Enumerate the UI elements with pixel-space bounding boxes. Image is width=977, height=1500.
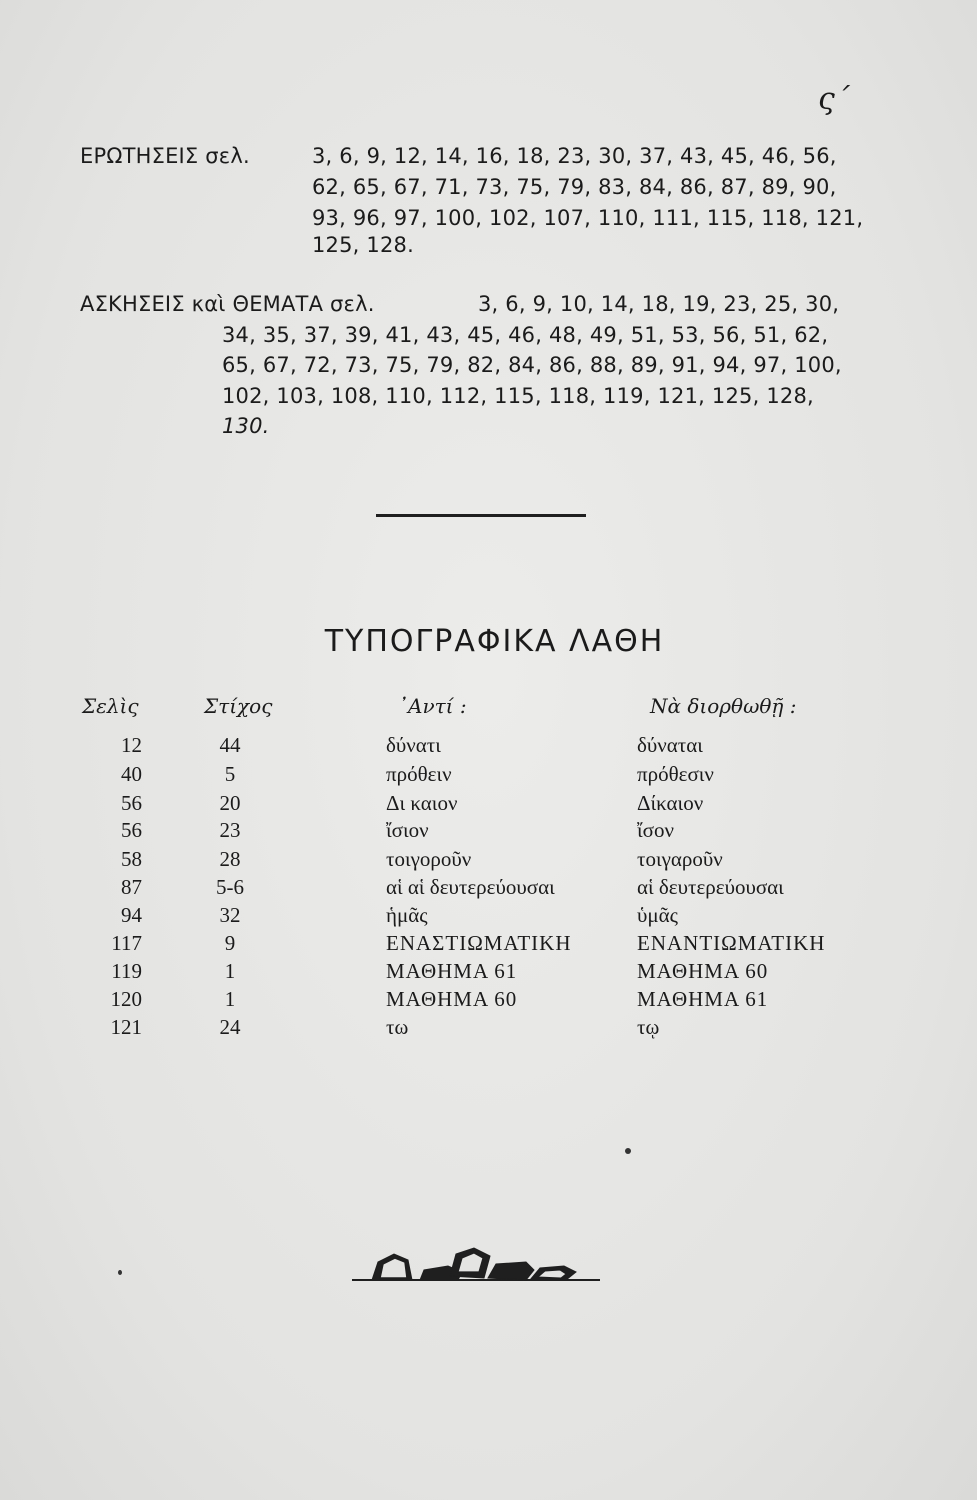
row-wrong: ΕΝΑΣΤΙΩΜΑΤΙΚΗ bbox=[386, 931, 572, 955]
page-number: ς΄ bbox=[818, 82, 850, 117]
header-correct: Νὰ διορθωθῇ : bbox=[650, 694, 797, 718]
row-wrong: ΜΑΘΗΜΑ 60 bbox=[386, 987, 518, 1011]
exercises-line: 102, 103, 108, 110, 112, 115, 118, 119, 121, 125, 128, bbox=[222, 384, 814, 408]
row-line: 44 bbox=[219, 733, 241, 757]
questions-line: 3, 6, 9, 12, 14, 16, 18, 23, 30, 37, 43, 45, 46, 56, bbox=[312, 144, 837, 168]
row-page: 56 bbox=[121, 791, 142, 815]
row-correct: Δίκαιον bbox=[637, 791, 704, 815]
row-page: 120 bbox=[110, 987, 142, 1011]
books-ornament-icon bbox=[350, 1240, 610, 1290]
row-wrong: ἴσιον bbox=[386, 818, 429, 842]
row-wrong: ΜΑΘΗΜΑ 61 bbox=[386, 959, 518, 983]
row-line: 1 bbox=[224, 959, 236, 983]
row-wrong: ἡμᾶς bbox=[386, 903, 428, 927]
row-line: 9 bbox=[224, 931, 236, 955]
row-line: 32 bbox=[219, 903, 241, 927]
ink-speck bbox=[625, 1148, 631, 1154]
row-line: 20 bbox=[219, 791, 241, 815]
header-page: Σελὶς bbox=[82, 694, 139, 718]
exercises-line: 65, 67, 72, 73, 75, 79, 82, 84, 86, 88, 89, 91, 94, 97, 100, bbox=[222, 353, 842, 377]
row-line: 5 bbox=[224, 762, 236, 786]
row-correct: δύναται bbox=[637, 733, 703, 757]
row-line: 23 bbox=[219, 818, 241, 842]
row-line: 28 bbox=[219, 847, 241, 871]
row-correct: ἴσον bbox=[637, 818, 674, 842]
row-wrong: τοιγοροῦν bbox=[386, 847, 472, 871]
row-correct: αἱ δευτερεύουσαι bbox=[637, 875, 784, 899]
row-page: 121 bbox=[110, 1015, 142, 1039]
row-page: 117 bbox=[111, 931, 142, 955]
row-correct: ΜΑΘΗΜΑ 60 bbox=[637, 959, 769, 983]
header-line: Στίχος bbox=[204, 694, 273, 718]
row-wrong: τω bbox=[386, 1015, 409, 1039]
row-correct: πρόθεσιν bbox=[637, 762, 714, 786]
row-wrong: δύνατι bbox=[386, 733, 441, 757]
row-page: 119 bbox=[111, 959, 142, 983]
exercises-line: 130. bbox=[222, 414, 270, 438]
row-correct: ὑμᾶς bbox=[637, 903, 678, 927]
exercises-line: 3, 6, 9, 10, 14, 18, 19, 23, 25, 30, bbox=[478, 292, 840, 316]
row-page: 58 bbox=[121, 847, 142, 871]
questions-line: 93, 96, 97, 100, 102, 107, 110, 111, 115, 118, 121, bbox=[312, 206, 864, 230]
row-correct: τοιγαροῦν bbox=[637, 847, 723, 871]
row-wrong: πρόθειν bbox=[386, 762, 452, 786]
row-page: 94 bbox=[121, 903, 142, 927]
section-divider bbox=[376, 514, 586, 517]
row-line: 24 bbox=[219, 1015, 241, 1039]
questions-label: ΕΡΩΤΗΣΕΙΣ σελ. bbox=[80, 144, 250, 168]
questions-line: 125, 128. bbox=[312, 233, 414, 257]
row-wrong: Δι καιον bbox=[386, 791, 458, 815]
exercises-line: 34, 35, 37, 39, 41, 43, 45, 46, 48, 49, 51, 53, 56, 51, 62, bbox=[222, 323, 829, 347]
row-line: 1 bbox=[224, 987, 236, 1011]
row-page: 12 bbox=[121, 733, 142, 757]
row-correct: τῳ bbox=[637, 1015, 660, 1039]
row-page: 56 bbox=[121, 818, 142, 842]
exercises-label: ΑΣΚΗΣΕΙΣ καὶ ΘΕΜΑΤΑ σελ. bbox=[80, 292, 375, 316]
questions-line: 62, 65, 67, 71, 73, 75, 79, 83, 84, 86, 87, 89, 90, bbox=[312, 175, 837, 199]
header-instead: ᾿Αντί : bbox=[398, 694, 467, 718]
exercises-index bbox=[0, 0, 977, 440]
ink-speck bbox=[118, 1270, 122, 1275]
row-correct: ΕΝΑΝΤΙΩΜΑΤΙΚΗ bbox=[637, 931, 826, 955]
row-correct: ΜΑΘΗΜΑ 61 bbox=[637, 987, 769, 1011]
row-page: 40 bbox=[121, 762, 142, 786]
row-line: 5-6 bbox=[216, 875, 244, 899]
row-page: 87 bbox=[121, 875, 142, 899]
row-wrong: αἱ αἱ δευτερεύουσαι bbox=[386, 875, 555, 899]
errata-title: ΤΥΠΟΓΡΑΦΙΚΑ ΛΑΘΗ bbox=[324, 624, 665, 659]
